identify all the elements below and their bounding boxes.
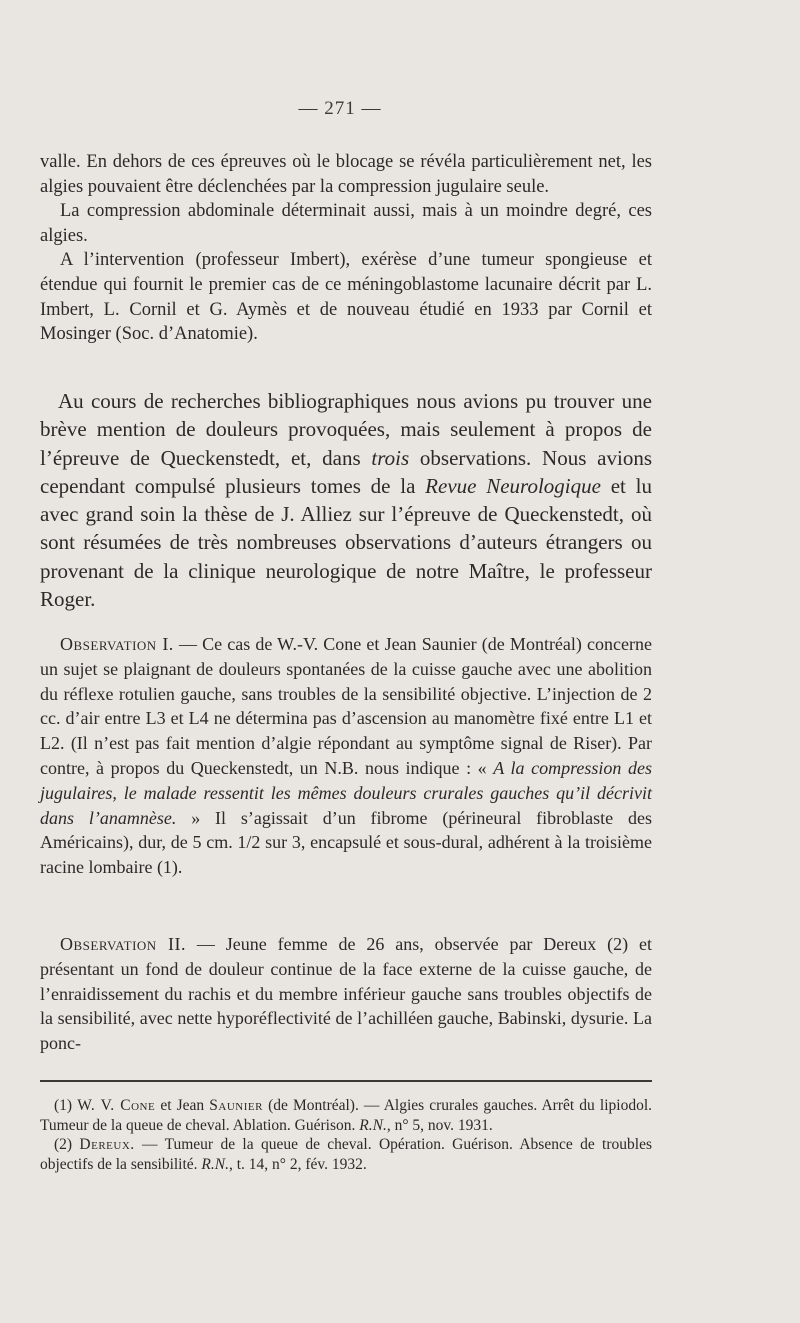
footnote-marker: (2) bbox=[54, 1136, 80, 1153]
text-span: — Jeune femme de 26 ans, observée par Dereux (2) et présentant un fond de douleur continue de la face externe de la cuisse gauche, de l’enraidissement du rachis et du membre inférieur gauche sans troubles objectifs de la sensibilité, avec nette hyporéflectivité de l’achilléen gauche, Babinski, dysurie. La ponc- bbox=[40, 934, 652, 1054]
footnote-journal: R.N. bbox=[201, 1155, 229, 1173]
page-number: — 271 — bbox=[298, 98, 382, 119]
text-span: Au cours de recherches bibliographiques nous avions pu trouver une brève mention de douleurs provoquées, mais seulement à propos de l’épreuve de Queckenstedt, et, dans bbox=[40, 389, 652, 470]
paragraph-abdominal-compression: La compression abdominale déterminait aussi, mais à un moindre degré, ces algies. bbox=[40, 201, 652, 246]
observation-label: Observation II. bbox=[60, 934, 187, 954]
journal-title: Revue Neurologique bbox=[425, 473, 601, 498]
observation-1-text bbox=[40, 632, 652, 880]
text-span: , t. 14, n° 2, fév. 1932. bbox=[228, 1155, 367, 1173]
footnote-1 bbox=[40, 1096, 652, 1135]
text-span: (de Montréal). — Algies crurales gauches. Arrêt du lipiodol. Tumeur de la queue de cheval. Ablation. Guérison. bbox=[40, 1097, 652, 1134]
intro-paragraphs bbox=[40, 150, 652, 347]
emphasis-trois: trois bbox=[371, 445, 410, 470]
text-span: » Il s’agissait d’un fibrome (périneural fibroblaste des Américains), dur, de 5 cm. 1/2 sur 3, encapsulé et sous-dural, adhérent à la troisième racine lombaire (1). bbox=[40, 807, 653, 878]
footnote-journal: R.N. bbox=[359, 1116, 387, 1134]
footnotes bbox=[40, 1096, 652, 1174]
observation-1 bbox=[40, 632, 652, 880]
quotation: A la compression des jugulaires, le malade ressentit les mêmes douleurs crurales gauches qu’il décrivit dans l’anamnèse. bbox=[40, 757, 652, 828]
paragraph-bibliography bbox=[40, 387, 652, 613]
observation-label: Observation I. bbox=[60, 634, 174, 654]
text-span: observations. Nous avions cependant compulsé plusieurs tomes de la bbox=[40, 445, 652, 498]
text-span: et Jean bbox=[155, 1097, 210, 1114]
footnote-2 bbox=[40, 1135, 652, 1174]
text-span: et lu avec grand soin la thèse de J. Alliez sur l’épreuve de Queckenstedt, où sont résumées de très nombreuses observations d’auteurs étrangers ou provenant de la clinique neurologique de notre Maître, le professeur Roger. bbox=[40, 473, 652, 612]
observation-2-text bbox=[40, 932, 652, 1056]
text-span: , n° 5, nov. 1931. bbox=[386, 1116, 493, 1134]
paragraph-continuation: valle. En dehors de ces épreuves où le blocage se révéla particulièrement net, les algies pouvaient être déclenchées par la compression jugulaire seule. bbox=[40, 152, 652, 197]
text-span: — Ce cas de W.-V. Cone et Jean Saunier (de Montréal) concerne un sujet se plaignant de douleurs spontanées de la cuisse gauche avec une abolition du réflexe rotulien gauche, sans troubles de la sensibilité objective. L’injection de 2 cc. d’air entre L3 et L4 ne détermina pas d’ascension au manomètre fixé entre L1 et L2. (Il n’est pas fait mention d’algie répondant au symptôme signal de Riser). Par contre, à propos du Queckenstedt, un N.B. nous indique : « bbox=[40, 634, 652, 778]
paragraph-intervention: A l’intervention (professeur Imbert), exérèse d’une tumeur spongieuse et étendue qui fournit le premier cas de ce méningoblastome lacunaire décrit par L. Imbert, L. Cornil et G. Aymès et de nouveau étudié en 1933 par Cornil et Mosinger (Soc. d’Anatomie). bbox=[40, 250, 652, 345]
observation-2 bbox=[40, 932, 652, 1056]
footnote-marker: (1) bbox=[54, 1097, 78, 1114]
text-span: — Tumeur de la queue de cheval. Opération. Guérison. Absence de troubles objectifs de la sensibilité. bbox=[40, 1136, 652, 1173]
footnote-divider bbox=[40, 1080, 652, 1082]
footnote-author: Saunier bbox=[209, 1097, 263, 1114]
bibliography-section bbox=[40, 387, 652, 613]
footnote-author: W. V. Cone bbox=[77, 1097, 156, 1114]
footnote-author: Dereux. bbox=[79, 1136, 135, 1153]
